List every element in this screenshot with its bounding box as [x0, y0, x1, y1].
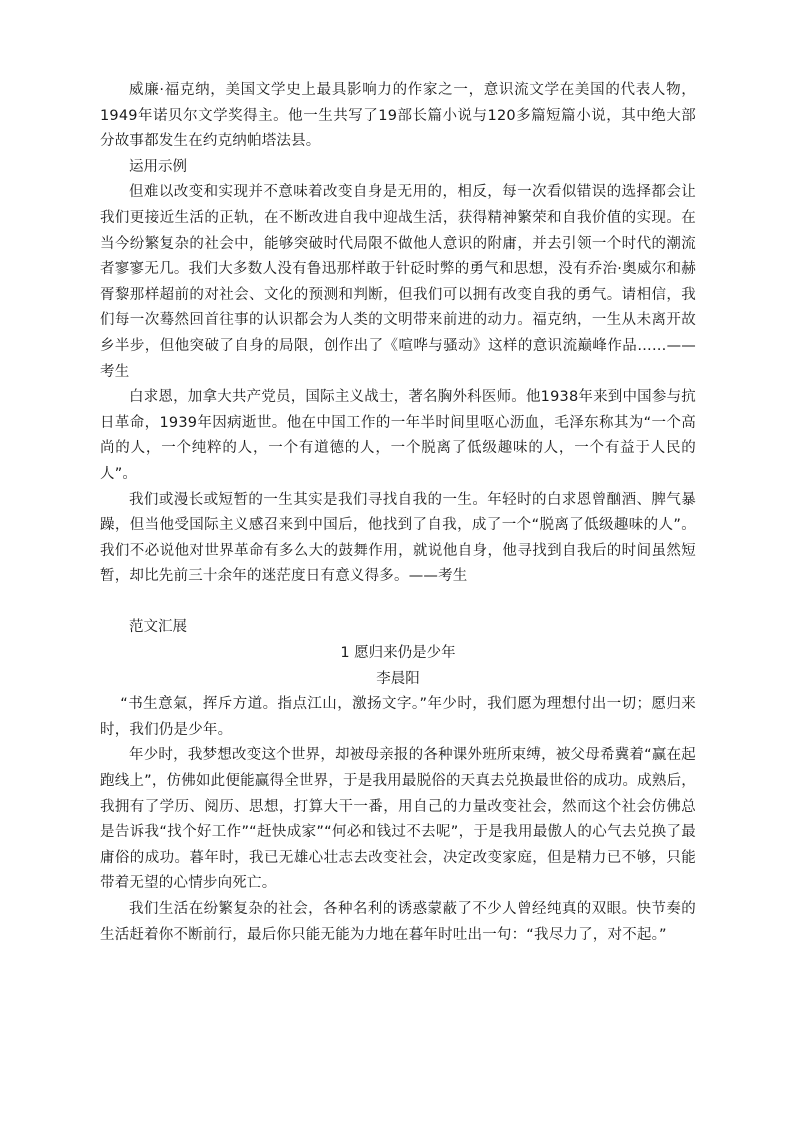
essay-paragraph-2: 年少时，我梦想改变这个世界，却被母亲报的各种课外班所束缚，被父母希冀着“赢在起跑线上”，仿佛如此便能赢得全世界，于是我用最脱俗的天真去兑换最世俗的成功。成熟后，我拥有了学历、阅历、思想，打算大干一番，用自己的力量改变社会，然而这个社会仿佛总是告诉我“找个好工作”“赶快成家”“何必和钱过不去呢”，于是我用最傲人的心气去兑换了最庸俗的成功。暮年时，我已无雄心壮志去改变社会，决定改变家庭，但是精力已不够，只能带着无望的心情步向死亡。: [100, 747, 696, 892]
essays-heading: 范文汇展: [129, 619, 187, 636]
document-page: [100, 78, 696, 948]
section-spacer: [100, 590, 696, 616]
example-paragraph-3: 我们或漫长或短暂的一生其实是我们寻找自我的一生。年轻时的白求恩曾酗酒、脾气暴躁，但当他受国际主义感召来到中国后，他找到了自我，成了一个“脱离了低级趣味的人”。我们不必说他对世界革命有多么大的鼓舞作用，就说他自身，他寻找到自我后的时间虽然短暂，却比先前三十余年的迷茫度日有意义得多。——考生: [100, 491, 696, 585]
essay-paragraph-3: 我们生活在纷繁复杂的社会，各种名利的诱惑蒙蔽了不少人曾经纯真的双眼。快节奏的生活赶着你不断前行，最后你只能无能为力地在暮年时吐出一句：“我尽力了，对不起。”: [100, 901, 696, 943]
essay-paragraph-1: “书生意氣，挥斥方道。指点江山，激扬文字。”年少时，我们愿为理想付出一切；愿归来时，我们仍是少年。: [100, 696, 696, 738]
example-paragraph-2: 白求恩，加拿大共产党员，国际主义战士，著名胸外科医师。他1938年来到中国参与抗日革命，1939年因病逝世。他在中国工作的一年半时间里呕心沥血，毛泽东称其为“一个高尚的人，一个纯粹的人，一个有道德的人，一个脱离了低级趣味的人，一个有益于人民的人”。: [100, 389, 696, 482]
essay-title: 1 愿归来仍是少年: [340, 645, 456, 662]
example-paragraph-1: 但难以改变和实现并不意味着改变自身是无用的，相反，每一次看似错误的选择都会让我们更接近生活的正轨，在不断改进自我中迎战生活，获得精神繁荣和自我价值的实现。在当今纷繁复杂的社会中，能够突破时代局限不做他人意识的附庸，并去引领一个时代的潮流者寥寥无几。我们大多数人没有鲁迅那样敢于针砭时弊的勇气和思想，没有乔治·奥威尔和赫胥黎那样超前的对社会、文化的预测和判断，但我们可以拥有改变自我的勇气。请相信，我们每一次蓦然回首往事的认识都会为人类的文明带来前进的动力。福克纳，一生从未离开故乡半步，但他突破了自身的局限，创作出了《喧哗与骚动》这样的意识流巅峰作品……——考生: [100, 184, 696, 380]
examples-heading: 运用示例: [129, 158, 187, 175]
intro-paragraph: 威廉·福克纳，美国文学史上最具影响力的作家之一，意识流文学在美国的代表人物，1949年诺贝尔文学奖得主。他一生共写了19部长篇小说与120多篇短篇小说，其中绝大部分故事都发生在约克纳帕塔法县。: [100, 82, 696, 150]
essay-author: 李晨阳: [376, 670, 420, 687]
